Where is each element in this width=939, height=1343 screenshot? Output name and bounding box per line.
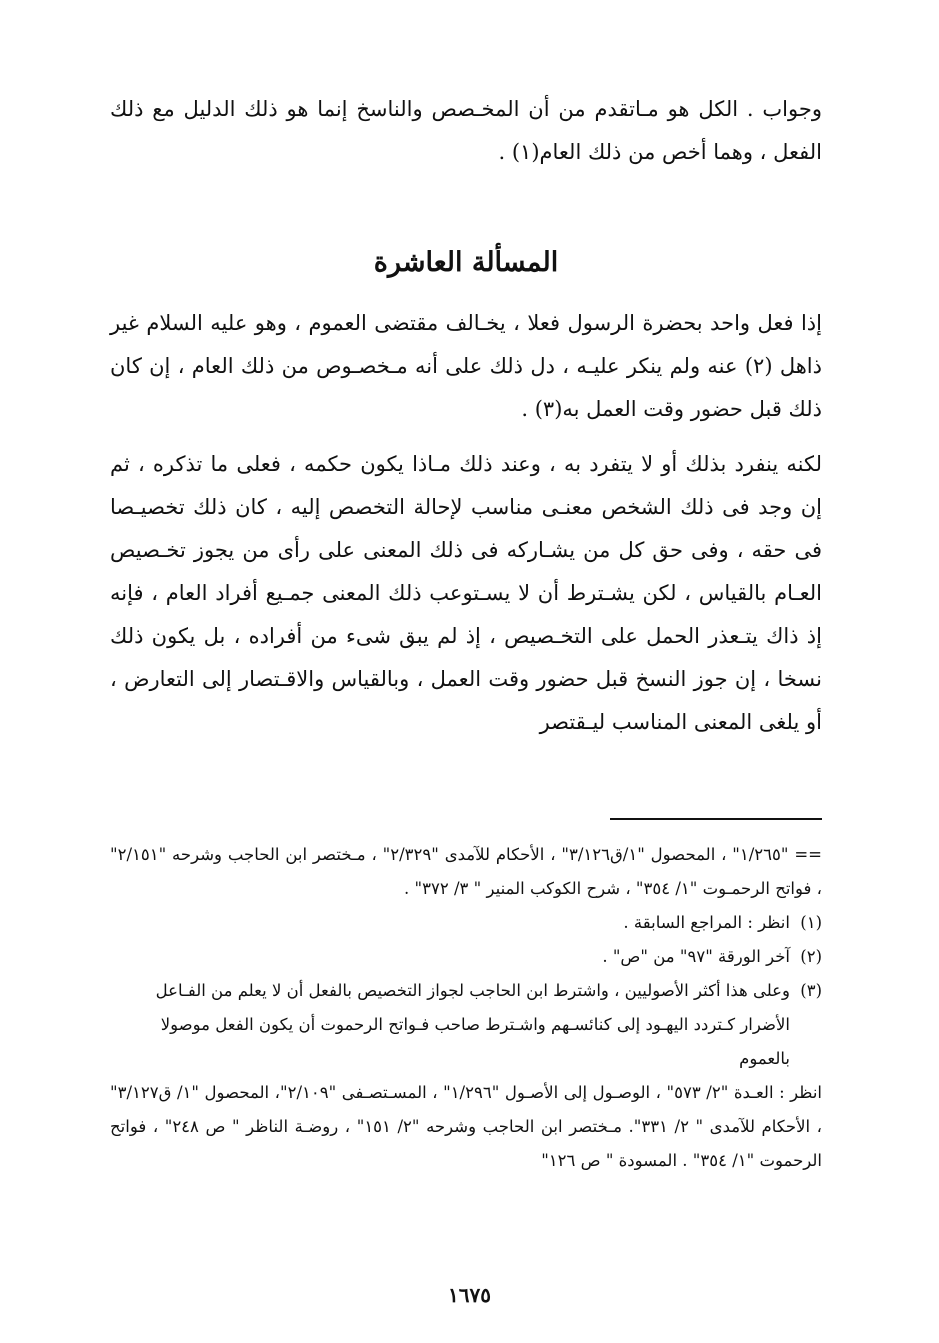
footnote-separator	[610, 818, 822, 820]
footnote-3-text: وعلى هذا أكثر الأصوليين ، واشترط ابن الحاجب لجواز التخصيص بالفعل أن لا يعلم من الفـاعل الأضرار كـتردد اليهـود إلى كنائسـهم واشـترط صاحب فـواتح الرحموت أن يكون الفعل موصولا بالعموم	[155, 981, 790, 1068]
footnote-continuation: == "١/٢٦٥" ، المحصول "١/ق٣/١٢٦" ، الأحكام للآمدى "٢/٣٢٩" ، مـختصر ابن الحاجب وشرحه "٢/١٥١" ، فواتح الرحمـوت "١/ ٣٥٤" ، شرح الكوكب المنير " ٣/ ٣٧٢" .	[110, 845, 822, 898]
footnote-2-text: آخر الورقة "٩٧" من "ص" .	[602, 947, 790, 966]
main-text	[110, 88, 822, 744]
footnote-1	[110, 906, 822, 940]
footnotes	[110, 838, 822, 1178]
intro-paragraph: وجواب . الكل هو مـاتقدم من أن المخـصص والناسخ إنما هو ذلك الدليل مع ذلك الفعل ، وهما أخص من ذلك العام(١) .	[110, 97, 822, 164]
page-number: ١٦٧٥	[448, 1283, 491, 1307]
footnote-3-number: (٣)	[800, 981, 822, 1000]
footnote-2-number: (٢)	[800, 947, 822, 966]
footnote-1-number: (١)	[800, 913, 822, 932]
footnote-1-text: انظر : المراجع السابقة .	[623, 913, 790, 932]
footnote-3	[110, 974, 822, 1076]
body-paragraph-1: إذا فعل واحد بحضرة الرسول فعلا ، يخـالف مقتضى العموم ، وهو عليه السلام غير ذاهل (٢) عنه ولم ينكر عليـه ، دل ذلك على أنه مـخصـوص من ذلك العام ، إن كان ذلك قبل حضور وقت العمل به(٣) .	[110, 311, 822, 421]
footnote-2	[110, 940, 822, 974]
section-heading: المسألة العاشرة	[373, 247, 559, 278]
body-paragraph-2: لكنه ينفرد بذلك أو لا يتفرد به ، وعند ذلك مـاذا يكون حكمه ، فعلى ما تذكره ، ثم إن وجد فى ذلك الشخص معنـى مناسب لإحالة التخصص إليه ، كان ذلك تخصيـصا فى حقه ، وفى حق كل من يشـاركه فى ذلك المعنى على رأى من يجوز تخـصيص العـام بالقياس ، لكن يشـترط أن لا يسـتوعب ذلك المعنى جمـيع أفراد العام ، فإنه إذ ذاك يتـعذر الحمل على التخـصيص ، إذ لم يبق شىء من أفراده ، بل يكون ذلك نسخا ، إن جوز النسخ قبل حضور وقت العمل ، وبالقياس والاقـتصار إلى التعارض ، أو يلغى المعنى المناسب ليـقتصر	[110, 452, 822, 734]
footnote-3-references: انظر : العـدة "٢/ ٥٧٣" ، الوصـول إلى الأصـول "١/٢٩٦" ، المسـتصـفى "٢/١٠٩"، المحصول "١/ ق٣/١٢٧" ، الأحكام للآمدى " ٢/ ٣٣١". مـختصر ابن الحاجب وشرحه "٢/ ١٥١" ، روضـة الناظر " ص ٢٤٨" ، فواتح الرحموت "١/ ٣٥٤" . المسودة " ص ١٢٦"	[110, 1083, 823, 1170]
